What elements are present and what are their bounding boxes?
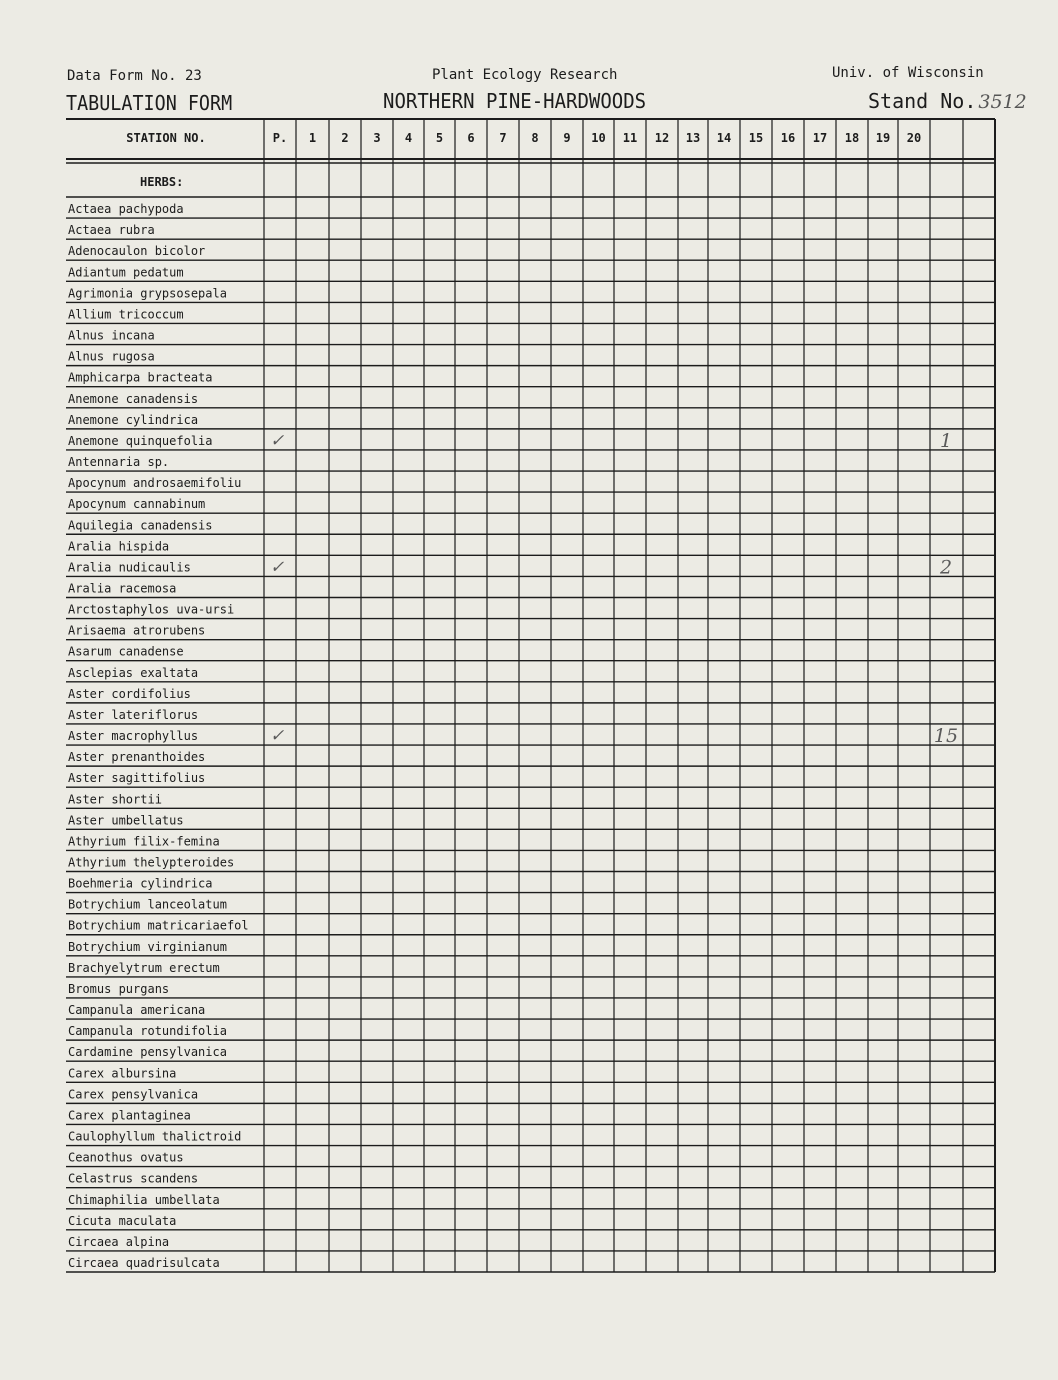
species-label: Carex albursina xyxy=(68,1066,177,1081)
station-4-header: 4 xyxy=(404,131,413,145)
species-label: Allium tricoccum xyxy=(68,307,184,322)
station-17-header: 17 xyxy=(812,131,828,145)
station-9-header: 9 xyxy=(563,131,571,145)
station-8-header: 8 xyxy=(531,131,539,145)
species-label: Arctostaphylos uva-ursi xyxy=(68,602,235,617)
species-label: Asclepias exaltata xyxy=(68,665,199,680)
species-label: Circaea alpina xyxy=(68,1234,170,1249)
station-11-header: 11 xyxy=(622,131,638,145)
species-label: Aster prenanthoides xyxy=(68,750,206,765)
species-label: Actaea rubra xyxy=(68,223,155,238)
species-label: Adiantum pedatum xyxy=(68,265,184,280)
presence-check-mark[interactable]: ✓ xyxy=(270,557,285,578)
species-label: Agrimonia grypsosepala xyxy=(68,286,227,301)
species-label: Bromus purgans xyxy=(68,981,170,996)
station-18-header: 18 xyxy=(844,131,860,145)
species-label: Aralia nudicaulis xyxy=(68,560,191,575)
species-label: Anemone canadensis xyxy=(68,391,199,406)
species-label: Chimaphilia umbellata xyxy=(68,1192,220,1207)
species-label: Alnus incana xyxy=(68,328,155,343)
species-label: Aster macrophyllus xyxy=(68,729,199,744)
form-subtitle: NORTHERN PINE-HARDWOODS xyxy=(383,89,647,113)
total-count-entry[interactable]: 15 xyxy=(933,725,959,748)
species-label: Caulophyllum thalictroid xyxy=(68,1129,242,1144)
species-label: Antennaria sp. xyxy=(68,455,170,470)
species-label: Campanula americana xyxy=(68,1003,206,1018)
species-label: Amphicarpa bracteata xyxy=(68,370,213,385)
species-label: Ceanothus ovatus xyxy=(68,1150,184,1165)
research-heading: Plant Ecology Research xyxy=(432,67,618,83)
species-label: Botrychium matricariaefol xyxy=(68,918,249,933)
species-label: Adenocaulon bicolor xyxy=(68,244,206,259)
species-label: Aster shortii xyxy=(68,792,162,807)
species-label: Aralia hispida xyxy=(68,539,170,554)
species-label: Aster sagittifolius xyxy=(68,771,206,786)
station-19-header: 19 xyxy=(875,131,891,145)
station-6-header: 6 xyxy=(467,131,475,145)
station-1-header: 1 xyxy=(308,131,317,145)
presence-check-mark[interactable]: ✓ xyxy=(270,726,285,747)
station-5-header: 5 xyxy=(435,131,444,145)
species-label: Botrychium lanceolatum xyxy=(68,897,227,912)
species-label: Actaea pachypoda xyxy=(68,202,184,217)
species-label: Celastrus scandens xyxy=(68,1171,199,1186)
station-3-header: 3 xyxy=(373,131,381,145)
station-10-header: 10 xyxy=(591,131,606,145)
station-12-header: 12 xyxy=(654,131,670,145)
species-label: Athyrium thelypteroides xyxy=(68,855,235,870)
species-label: Anemone cylindrica xyxy=(68,412,199,427)
species-label: Alnus rugosa xyxy=(68,349,155,364)
species-label: Aralia racemosa xyxy=(68,581,177,596)
stand-value[interactable]: 3512 xyxy=(978,91,1027,113)
species-label: Carex plantaginea xyxy=(68,1108,191,1123)
total-count-entry[interactable]: 2 xyxy=(939,556,953,579)
species-label: Athyrium filix-femina xyxy=(68,834,220,849)
species-label: Boehmeria cylindrica xyxy=(68,876,213,891)
species-label: Anemone quinquefolia xyxy=(68,433,213,448)
species-label: Aquilegia canadensis xyxy=(68,518,213,533)
species-label: Circaea quadrisulcata xyxy=(68,1256,220,1270)
species-label: Arisaema atrorubens xyxy=(68,623,206,638)
species-label: Aster cordifolius xyxy=(68,686,191,701)
herbs-section-label: HERBS: xyxy=(140,175,184,189)
species-label: Carex pensylvanica xyxy=(68,1087,199,1102)
form-title: TABULATION FORM xyxy=(66,91,233,115)
species-label: Cicuta maculata xyxy=(68,1213,177,1228)
species-label: Cardamine pensylvanica xyxy=(68,1045,227,1060)
species-label: Apocynum androsaemifoliu xyxy=(68,476,242,491)
presence-check-mark[interactable]: ✓ xyxy=(270,430,285,451)
species-label: Apocynum cannabinum xyxy=(68,497,206,512)
species-label: Aster lateriflorus xyxy=(68,707,199,722)
station-number-header: STATION NO. xyxy=(126,131,206,145)
station-15-header: 15 xyxy=(748,131,764,145)
station-7-header: 7 xyxy=(499,131,507,145)
stand-label: Stand No. xyxy=(868,89,977,113)
total-count-entry[interactable]: 1 xyxy=(939,429,953,452)
species-label: Brachyelytrum erectum xyxy=(68,960,220,975)
species-label: Botrychium virginianum xyxy=(68,939,227,954)
present-column-header: P. xyxy=(272,131,288,145)
species-label: Asarum canadense xyxy=(68,644,184,659)
form-number: Data Form No. 23 xyxy=(67,68,202,84)
species-label: Aster umbellatus xyxy=(68,813,184,828)
station-16-header: 16 xyxy=(780,131,796,145)
station-20-header: 20 xyxy=(906,131,922,145)
station-14-header: 14 xyxy=(716,131,732,145)
species-label: Campanula rotundifolia xyxy=(68,1024,227,1039)
station-2-header: 2 xyxy=(341,131,349,145)
station-13-header: 13 xyxy=(685,131,701,145)
university-name: Univ. of Wisconsin xyxy=(832,65,984,81)
